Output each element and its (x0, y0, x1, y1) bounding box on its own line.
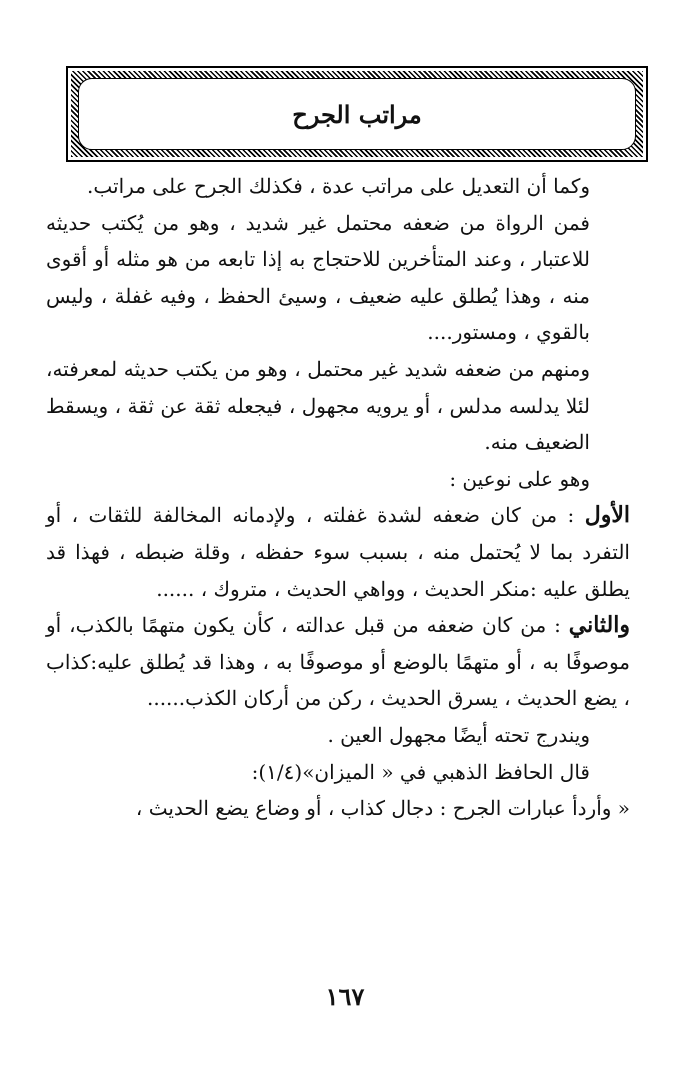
chapter-title: مراتب الجرح (292, 99, 422, 129)
paragraph-two-types: وهو على نوعين : (449, 466, 590, 491)
paragraph-dhahabi-quote-intro: قال الحافظ الذهبي في « الميزان»(١/٤): (251, 759, 590, 784)
page-number: ١٦٧ (325, 982, 365, 1011)
first-type-label: الأول (584, 502, 630, 529)
paragraph-first-type: الأول : من كان ضعفه لشدة غفلته ، ولإدمانه المخالفة للثقات ، أو التفرد بما لا يُحتمل منه ، بسبب سوء حفظه ، وقلة ضبطه ، فهذا قد يطلق عليه :منكر الحديث ، وواهي الحديث ، متروك ، ...... (46, 502, 630, 601)
paragraph-severe-weakness: ومنهم من ضعفه شديد غير محتمل ، وهو من يكتب حديثه لمعرفته، لئلا يدلسه مدلس ، أو يرويه مجهول ، فيجعله ثقة عن ثقة ، ويسقط الضعيف منه. (46, 356, 590, 455)
paragraph-second-type: والثاني : من كان ضعفه من قبل عدالته ، كأن يكون متهمًا بالكذب، أو موصوفًا به ، أو متهمًا بالوضع أو موصوفًا به ، وهذا قد يُطلق عليه:كذاب ، يضع الحديث ، يسرق الحديث ، ركن من أركان الكذب...... (46, 612, 630, 711)
paragraph-mild-weakness: فمن الرواة من ضعفه محتمل غير شديد ، وهو من يُكتب حديثه للاعتبار ، وعند المتأخرين للاحتجاج به إذا تابعه من هو مثله أو أقوى منه ، وهذا يُطلق عليه ضعيف ، وسيئ الحفظ ، وفيه غفلة ، وليس بالقوي ، ومستور.... (46, 210, 590, 345)
body-text (46, 168, 630, 827)
paragraph-intro: وكما أن التعديل على مراتب عدة ، فكذلك الجرح على مراتب. (87, 174, 590, 198)
paragraph-unknown-narrator: ويندرج تحته أيضًا مجهول العين . (327, 722, 590, 747)
paragraph-dhahabi-quote: « وأردأ عبارات الجرح : دجال كذاب ، أو وضاع يضع الحديث ، (135, 796, 630, 821)
second-type-label: والثاني (568, 612, 630, 639)
title-frame (66, 66, 648, 162)
title-box (78, 78, 636, 150)
